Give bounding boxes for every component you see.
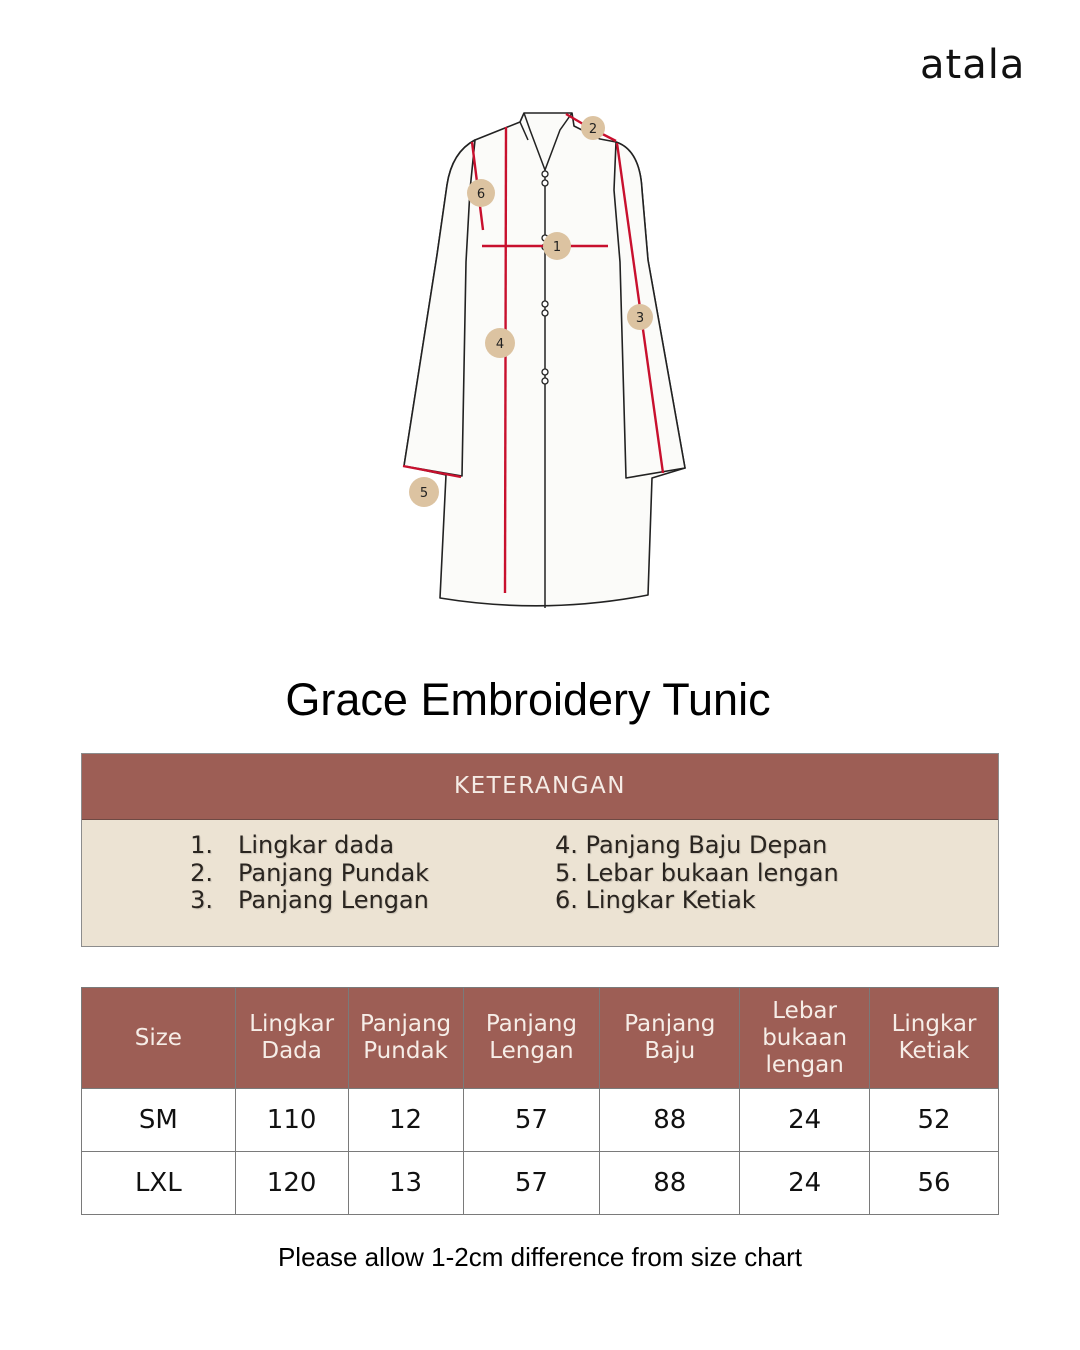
table-row: [82, 1089, 999, 1152]
header-lingkar-ketiak: Lingkar Ketiak: [870, 988, 999, 1089]
cell-lingkar-ketiak: 52: [870, 1089, 999, 1152]
svg-text:2: 2: [588, 122, 598, 137]
legend-text: Panjang Lengan: [238, 886, 429, 914]
legend-text: Panjang Baju Depan: [585, 831, 828, 859]
svg-text:5: 5: [419, 486, 429, 501]
legend-item: [555, 860, 839, 888]
cell-panjang-pundak: 12: [348, 1089, 463, 1152]
legend-number: 2.: [190, 858, 213, 887]
svg-text:3: 3: [635, 311, 645, 326]
legend-number: 6.: [555, 886, 578, 914]
cell-size: SM: [82, 1089, 236, 1152]
cell-panjang-lengan: 57: [463, 1152, 600, 1215]
brand-logo: atala: [920, 42, 1026, 88]
cell-lebar-bukaan-lengan: 24: [740, 1089, 870, 1152]
legend-column-right: [555, 832, 839, 915]
legend-number: 3.: [190, 886, 213, 914]
header-lebar-bukaan-lengan: Lebar bukaan lengan: [740, 988, 870, 1089]
legend-item: [182, 860, 429, 888]
cell-size: LXL: [82, 1152, 236, 1215]
product-title: Grace Embroidery Tunic: [285, 674, 771, 725]
table-header-row: [82, 988, 999, 1089]
legend-number: 5.: [555, 858, 578, 887]
tunic-measurement-diagram: [380, 100, 710, 620]
svg-text:6: 6: [476, 187, 486, 202]
header-panjang-lengan: Panjang Lengan: [463, 988, 600, 1089]
size-chart-table: [81, 987, 999, 1215]
svg-text:4: 4: [495, 337, 505, 352]
cell-lingkar-dada: 110: [235, 1089, 348, 1152]
cell-lebar-bukaan-lengan: 24: [740, 1152, 870, 1215]
legend-heading: KETERANGAN: [82, 754, 998, 820]
legend-item: [555, 832, 839, 860]
legend-text: Lingkar dada: [238, 831, 395, 859]
legend-number: 1.: [190, 831, 213, 859]
legend-item: [182, 832, 429, 860]
header-panjang-pundak: Panjang Pundak: [348, 988, 463, 1089]
cell-lingkar-dada: 120: [235, 1152, 348, 1215]
cell-lingkar-ketiak: 56: [870, 1152, 999, 1215]
legend-text: Panjang Pundak: [238, 858, 430, 887]
cell-panjang-lengan: 57: [463, 1089, 600, 1152]
cell-panjang-pundak: 13: [348, 1152, 463, 1215]
legend-column-left: [182, 832, 429, 915]
cell-panjang-baju: 88: [600, 1089, 740, 1152]
cell-panjang-baju: 88: [600, 1152, 740, 1215]
header-panjang-baju: Panjang Baju: [600, 988, 740, 1089]
legend-text: Lebar bukaan lengan: [585, 858, 839, 887]
legend-panel: [81, 753, 999, 947]
legend-item: [555, 887, 839, 915]
legend-text: Lingkar Ketiak: [585, 886, 756, 914]
header-lingkar-dada: Lingkar Dada: [235, 988, 348, 1089]
legend-number: 4.: [555, 831, 578, 859]
header-size: Size: [82, 988, 236, 1089]
size-tolerance-note: Please allow 1-2cm difference from size chart: [277, 1242, 803, 1272]
table-row: [82, 1152, 999, 1215]
svg-text:1: 1: [552, 240, 562, 255]
legend-item: [182, 887, 429, 915]
